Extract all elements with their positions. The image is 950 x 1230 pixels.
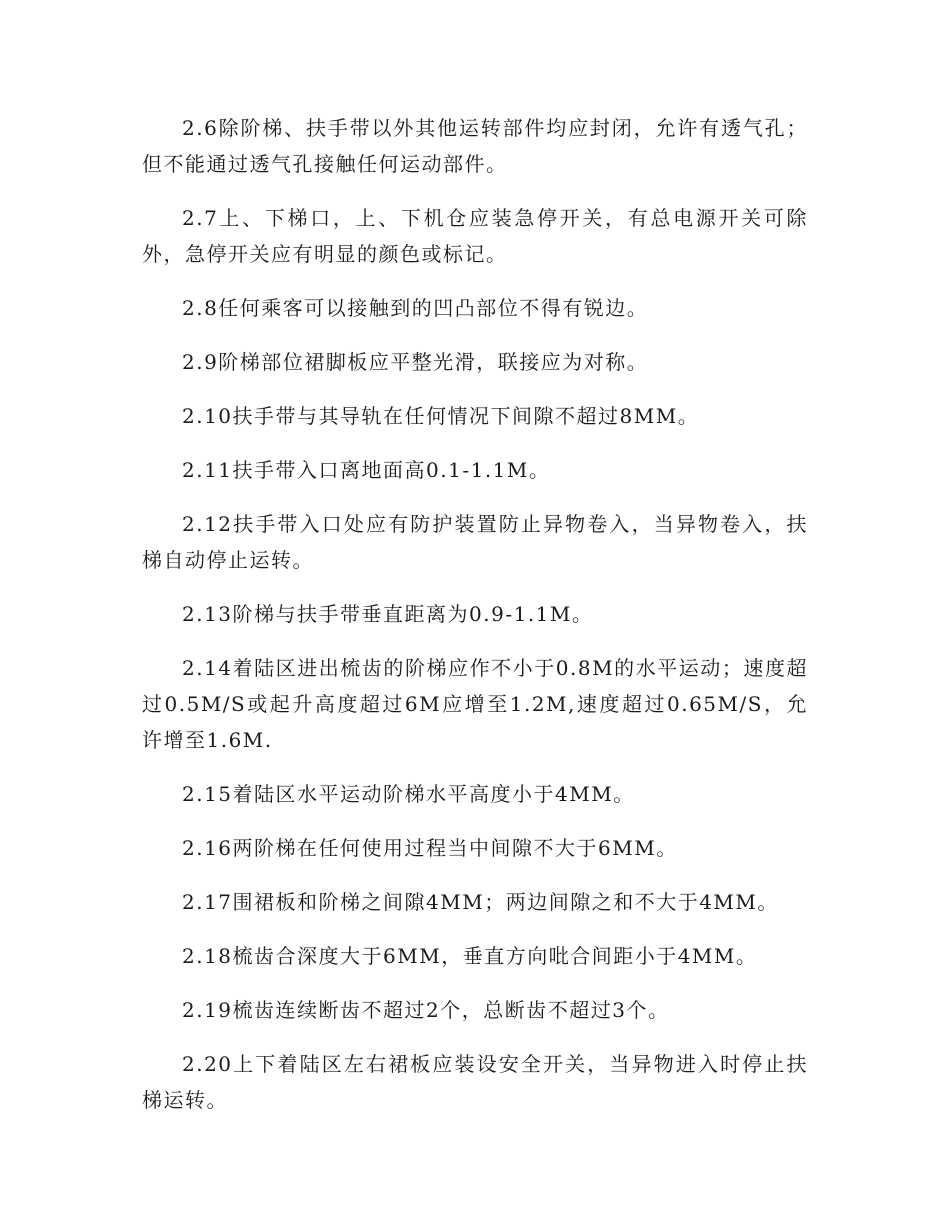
paragraph-2-6: 2.6除阶梯、扶手带以外其他运转部件均应封闭，允许有透气孔；但不能通过透气孔接触任何运动部件。	[142, 116, 808, 176]
paragraph-2-8: 2.8任何乘客可以接触到的凹凸部位不得有锐边。	[182, 296, 649, 320]
paragraph-2-12: 2.12扶手带入口处应有防护装置防止异物卷入，当异物卷入，扶梯自动停止运转。	[142, 512, 808, 572]
paragraph-2-20: 2.20上下着陆区左右裙板应装设安全开关，当异物进入时停止扶梯运转。	[142, 1052, 808, 1112]
paragraph-2-10: 2.10扶手带与其导轨在任何情况下间隙不超过8MM。	[182, 404, 700, 428]
paragraph-2-19: 2.19梳齿连续断齿不超过2个，总断齿不超过3个。	[182, 998, 670, 1022]
paragraph-2-13: 2.13阶梯与扶手带垂直距离为0.9-1.1M。	[182, 602, 594, 626]
paragraph-2-15: 2.15着陆区水平运动阶梯水平高度小于4MM。	[182, 782, 635, 806]
paragraph-2-11: 2.11扶手带入口离地面高0.1-1.1M。	[182, 458, 551, 482]
paragraph-2-18: 2.18梳齿合深度大于6MM，垂直方向吡合间距小于4MM。	[182, 944, 758, 968]
paragraph-2-16: 2.16两阶梯在任何使用过程当中间隙不大于6MM。	[182, 836, 678, 860]
paragraph-2-14: 2.14着陆区进出梳齿的阶梯应作不小于0.8M的水平运动；速度超过0.5M/S或起升高度超过6M应增至1.2M,速度超过0.65M/S，允许增至1.6M.	[142, 656, 808, 752]
paragraph-2-9: 2.9阶梯部位裙脚板应平整光滑，联接应为对称。	[182, 350, 649, 374]
paragraph-2-17: 2.17围裙板和阶梯之间隙4MM；两边间隙之和不大于4MM。	[182, 890, 779, 914]
paragraph-2-7: 2.7上、下梯口，上、下机仓应装急停开关，有总电源开关可除外，急停开关应有明显的颜色或标记。	[142, 206, 808, 266]
document-body	[142, 110, 808, 1136]
